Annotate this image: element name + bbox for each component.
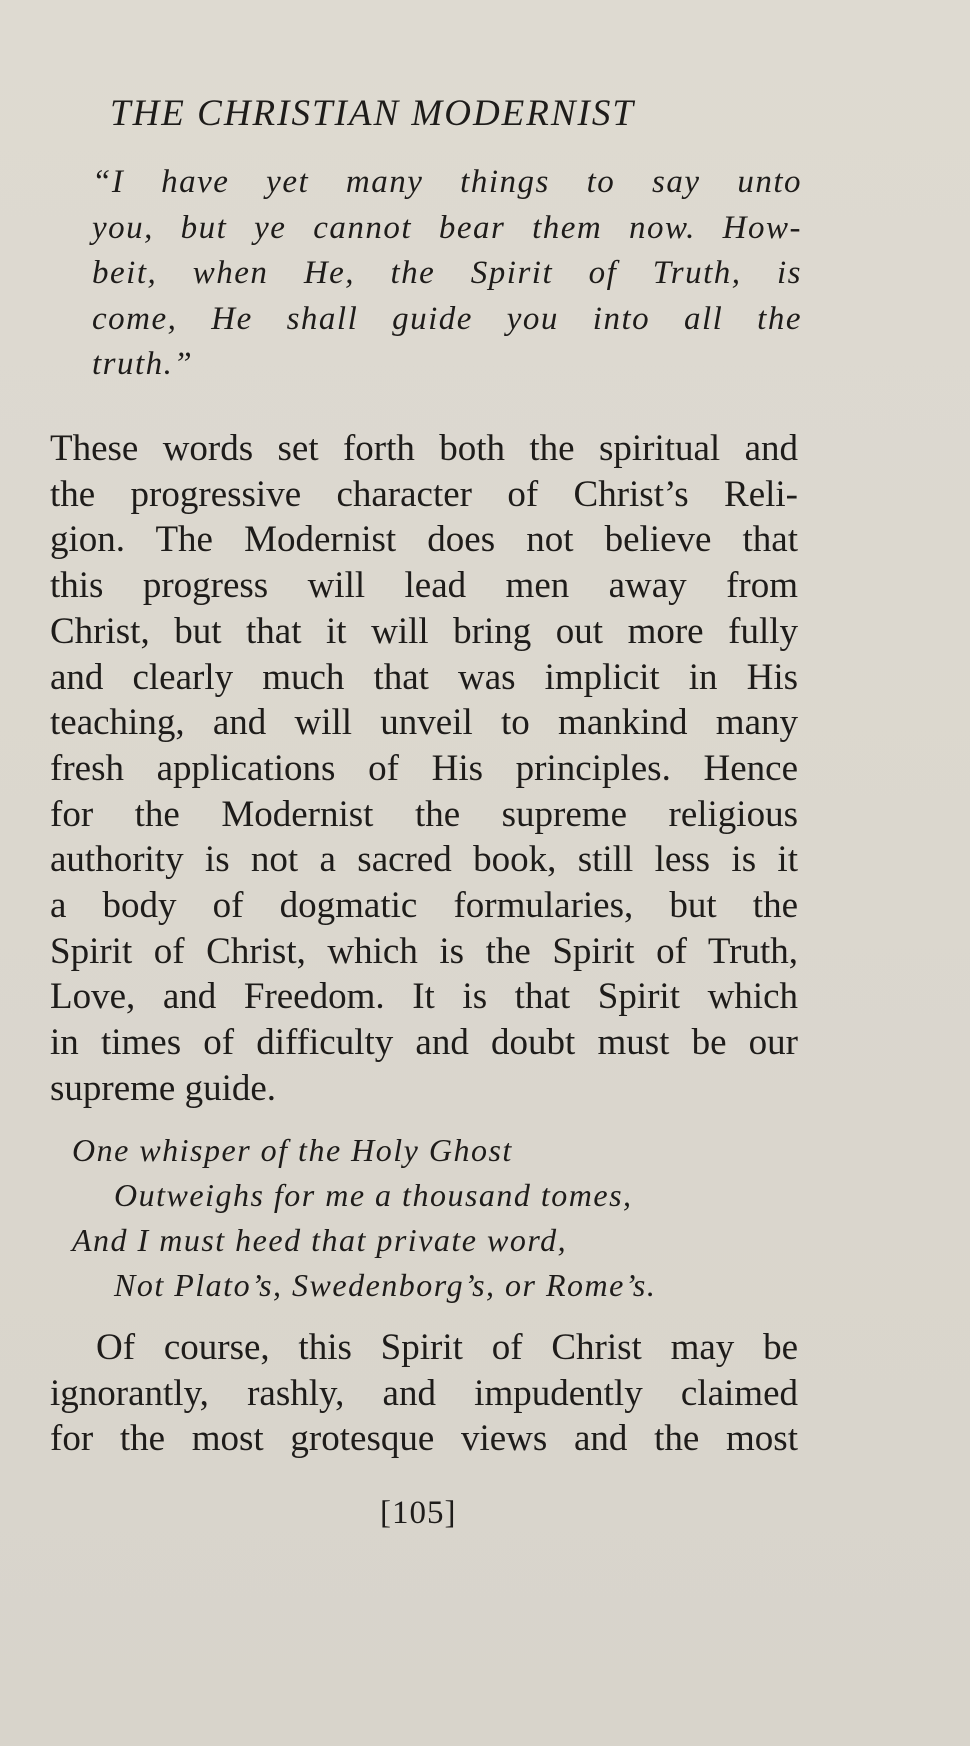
body-line: for the Modernist the supreme religious [50, 793, 798, 835]
body-line: the progressive character of Christ’s Reli- [50, 473, 798, 515]
body-line: Christ, but that it will bring out more fully [50, 610, 798, 652]
closing-line: for the most grotesque views and the most [50, 1418, 798, 1460]
body-paragraph [50, 426, 798, 1112]
body-line: Love, and Freedom. It is that Spirit which [50, 976, 798, 1018]
body-line: gion. The Modernist does not believe that [50, 519, 798, 561]
body-line: a body of dogmatic formularies, but the [50, 885, 798, 927]
body-line: in times of difficulty and doubt must be our [50, 1022, 798, 1064]
body-line: These words set forth both the spiritual and [50, 428, 798, 469]
body-line: supreme guide. [50, 1067, 277, 1109]
verse-line: One whisper of the Holy Ghost [72, 1132, 513, 1168]
closing-line: ignorantly, rashly, and impudently claimed [50, 1372, 798, 1414]
epigraph-line: “I have yet many things to say unto [92, 164, 802, 200]
page-number: [105] [380, 1495, 457, 1531]
verse-line: Not Plato’s, Swedenborg’s, or Rome’s. [114, 1267, 657, 1303]
body-line: and clearly much that was implicit in His [50, 656, 798, 698]
closing-paragraph [50, 1325, 798, 1462]
body-line: this progress will lead men away from [50, 565, 798, 607]
body-line: teaching, and will unveil to mankind many [50, 702, 798, 744]
running-head: THE CHRISTIAN MODERNIST [110, 93, 635, 134]
body-line: Spirit of Christ, which is the Spirit of Truth, [50, 930, 798, 972]
epigraph-line: come, He shall guide you into all the [92, 300, 802, 337]
body-line: fresh applications of His principles. Hence [50, 747, 798, 789]
epigraph-line: truth.” [92, 346, 194, 382]
closing-line: Of course, this Spirit of Christ may be [96, 1327, 798, 1368]
epigraph [92, 160, 802, 388]
epigraph-line: beit, when He, the Spirit of Truth, is [92, 255, 802, 291]
verse-line: And I must heed that private word, [72, 1222, 568, 1258]
verse-line: Outweighs for me a thousand tomes, [114, 1177, 633, 1213]
body-line: authority is not a sacred book, still less is it [50, 839, 798, 881]
epigraph-line: you, but ye cannot bear them now. How- [92, 209, 802, 246]
verse-quote [72, 1128, 656, 1308]
